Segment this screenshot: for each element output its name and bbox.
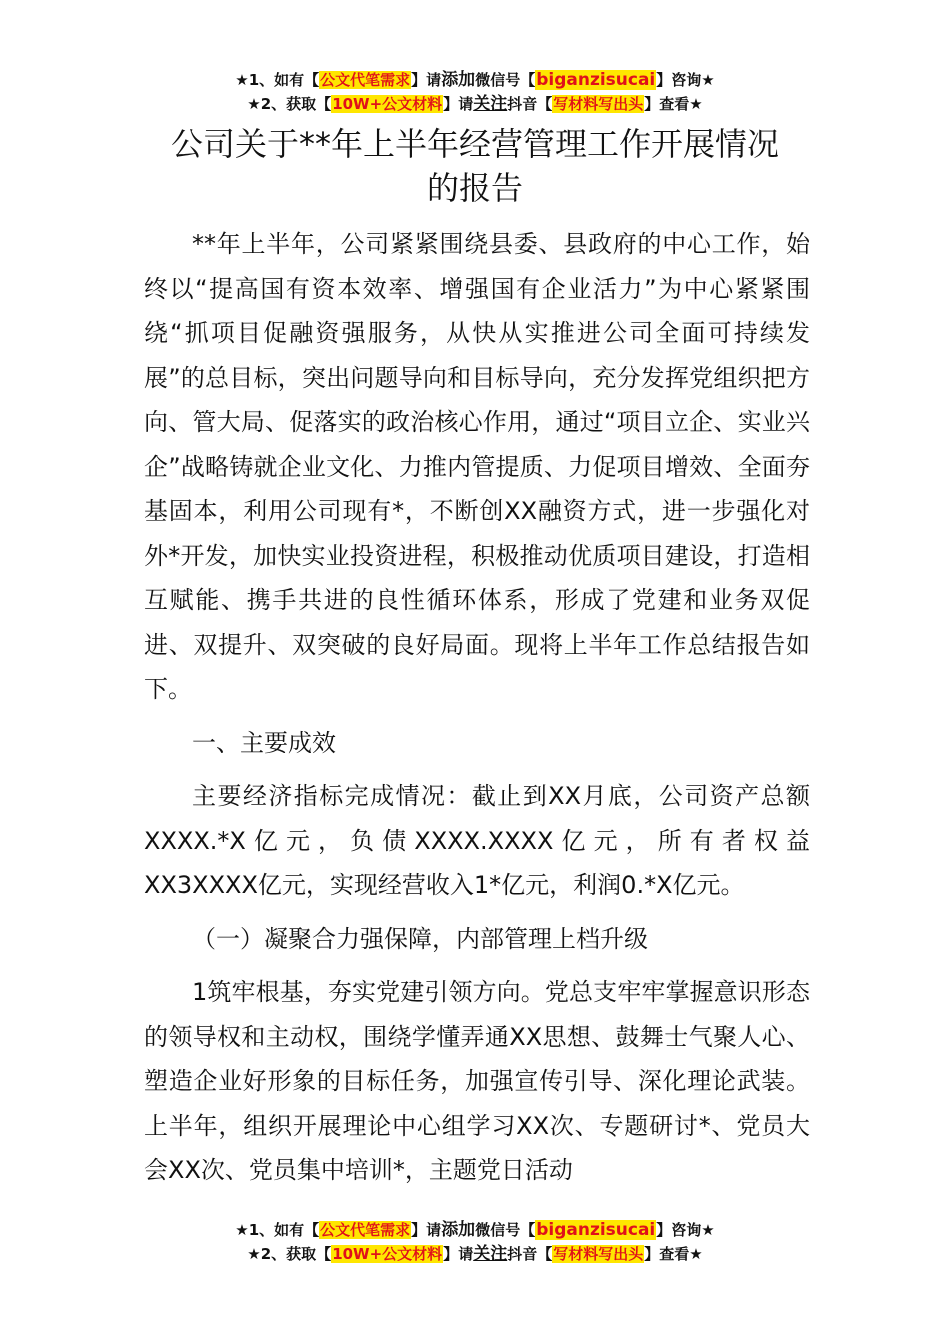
wechat-id-highlight: biganzisucai: [536, 1220, 656, 1240]
banner-text: 】请: [411, 1221, 442, 1239]
document-title: [0, 122, 950, 210]
banner-line-2: [0, 1242, 950, 1266]
highlight-text: 10W+公文材料: [332, 95, 443, 113]
banner-line-1: [0, 1218, 950, 1242]
bottom-banner: [0, 1218, 950, 1266]
subsection-heading: （一）凝聚合力强保障，内部管理上档升级: [192, 924, 648, 953]
banner-text: 】请: [443, 95, 474, 113]
emphasis-text: 添加: [441, 70, 476, 90]
document-body: [144, 222, 810, 1202]
banner-text: 抖音【: [507, 95, 553, 113]
party-building-paragraph: 1筑牢根基，夯实党建引领方向。党总支牢牢掌握意识形态的领导权和主动权，围绕学懂弄通XX思想、鼓舞士气聚人心、塑造企业好形象的目标任务，加强宣传引导、深化理论武装。上半年，组织开展理论中心组学习XX次、专题研讨*、党员大会XX次、党员集中培训*，主题党日活动: [144, 978, 810, 1184]
banner-text: 】查看★: [644, 1245, 703, 1263]
highlight-text: 公文代笔需求: [320, 71, 411, 89]
emphasis-text: 添加: [441, 1220, 476, 1240]
banner-text: 微信号【: [475, 1221, 536, 1239]
banner-text: 】咨询★: [656, 71, 715, 89]
banner-text: 】请: [443, 1245, 474, 1263]
douyin-id-highlight: 写材料写出头: [553, 95, 644, 113]
economic-indicators-paragraph: 主要经济指标完成情况：截止到XX月底，公司资产总额XXXX.*X亿元，负债XXXX.XXXX亿元，所有者权益XX3XXXX亿元，实现经营收入1*亿元，利润0.*X亿元。: [144, 782, 810, 899]
title-line-2: 的报告: [426, 169, 523, 207]
banner-text: ★1、如有【: [235, 1221, 320, 1239]
emphasis-text: 关注: [473, 1244, 508, 1264]
banner-text: 】咨询★: [656, 1221, 715, 1239]
banner-text: 】查看★: [644, 95, 703, 113]
highlight-text: 10W+公文材料: [332, 1245, 443, 1263]
highlight-text: 公文代笔需求: [320, 1221, 411, 1239]
top-banner: [0, 68, 950, 116]
emphasis-text: 关注: [473, 94, 508, 114]
wechat-id-highlight: biganzisucai: [536, 70, 656, 90]
banner-line-2: [0, 92, 950, 116]
banner-text: 】请: [411, 71, 442, 89]
banner-text: ★2、获取【: [247, 95, 332, 113]
intro-paragraph: **年上半年，公司紧紧围绕县委、县政府的中心工作，始终以“提高国有资本效率、增强国有企业活力”为中心紧紧围绕“抓项目促融资强服务，从快从实推进公司全面可持续发展”的总目标，突出问题导向和目标导向，充分发挥党组织把方向、管大局、促落实的政治核心作用，通过“项目立企、实业兴企”战略铸就企业文化、力推内管提质、力促项目增效、全面夯基固本，利用公司现有*，不断创XX融资方式，进一步强化对外*开发，加快实业投资进程，积极推动优质项目建设，打造相互赋能、携手共进的良性循环体系，形成了党建和业务双促进、双提升、双突破的良好局面。现将上半年工作总结报告如下。: [144, 230, 810, 703]
title-line-1: 公司关于**年上半年经营管理工作开展情况: [170, 125, 779, 163]
banner-text: ★1、如有【: [235, 71, 320, 89]
douyin-id-highlight: 写材料写出头: [553, 1245, 644, 1263]
banner-text: ★2、获取【: [247, 1245, 332, 1263]
banner-line-1: [0, 68, 950, 92]
banner-text: 微信号【: [475, 71, 536, 89]
section-heading: 一、主要成效: [192, 728, 336, 757]
banner-text: 抖音【: [507, 1245, 553, 1263]
